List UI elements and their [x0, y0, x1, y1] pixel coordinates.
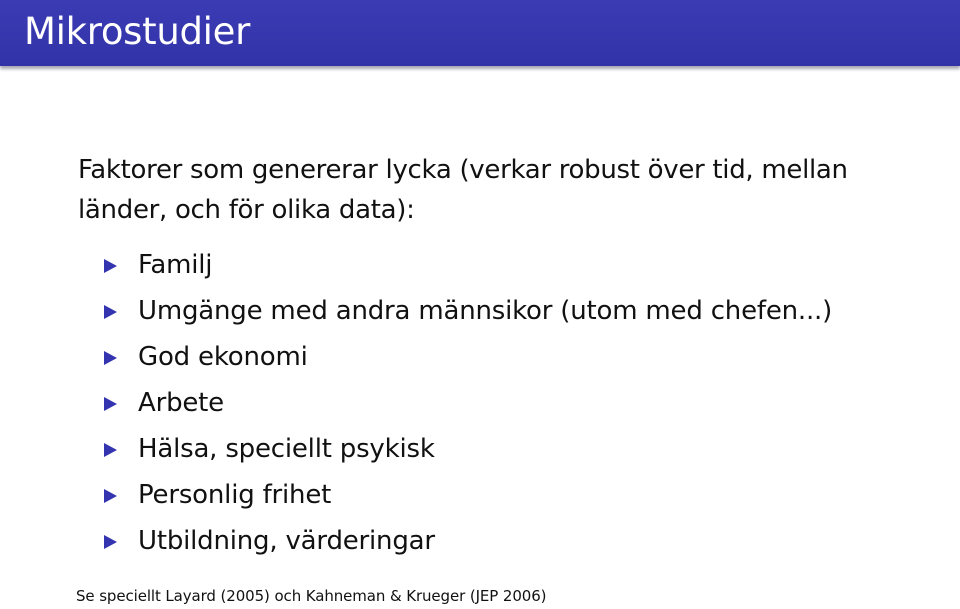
triangle-right-icon — [104, 489, 117, 503]
bullet-text: Familj — [138, 250, 213, 280]
intro-text: Faktorer som genererar lycka (verkar robust över tid, mellan länder, och för olika data): — [78, 155, 848, 225]
triangle-right-icon — [104, 305, 117, 319]
bullet-text: Arbete — [138, 388, 224, 418]
triangle-right-icon — [104, 259, 117, 273]
title-bar — [0, 0, 960, 66]
list-item — [104, 472, 832, 518]
bullet-list — [104, 242, 832, 564]
triangle-right-icon — [104, 397, 117, 411]
list-item — [104, 380, 832, 426]
list-item — [104, 242, 832, 288]
list-item — [104, 518, 832, 564]
triangle-right-icon — [104, 535, 117, 549]
list-item — [104, 334, 832, 380]
triangle-right-icon — [104, 443, 117, 457]
bullet-text: Utbildning, värderingar — [138, 526, 435, 556]
footnote: Se speciellt Layard (2005) och Kahneman & Krueger (JEP 2006) — [76, 587, 547, 605]
triangle-right-icon — [104, 351, 117, 365]
bullet-text: Personlig frihet — [138, 480, 332, 510]
page-title: Mikrostudier — [24, 10, 251, 53]
bullet-text: Umgänge med andra männsikor (utom med chefen...) — [138, 296, 833, 326]
bullet-text: Hälsa, speciellt psykisk — [138, 434, 435, 464]
bullet-text: God ekonomi — [138, 342, 308, 372]
list-item — [104, 288, 832, 334]
list-item — [104, 426, 832, 472]
